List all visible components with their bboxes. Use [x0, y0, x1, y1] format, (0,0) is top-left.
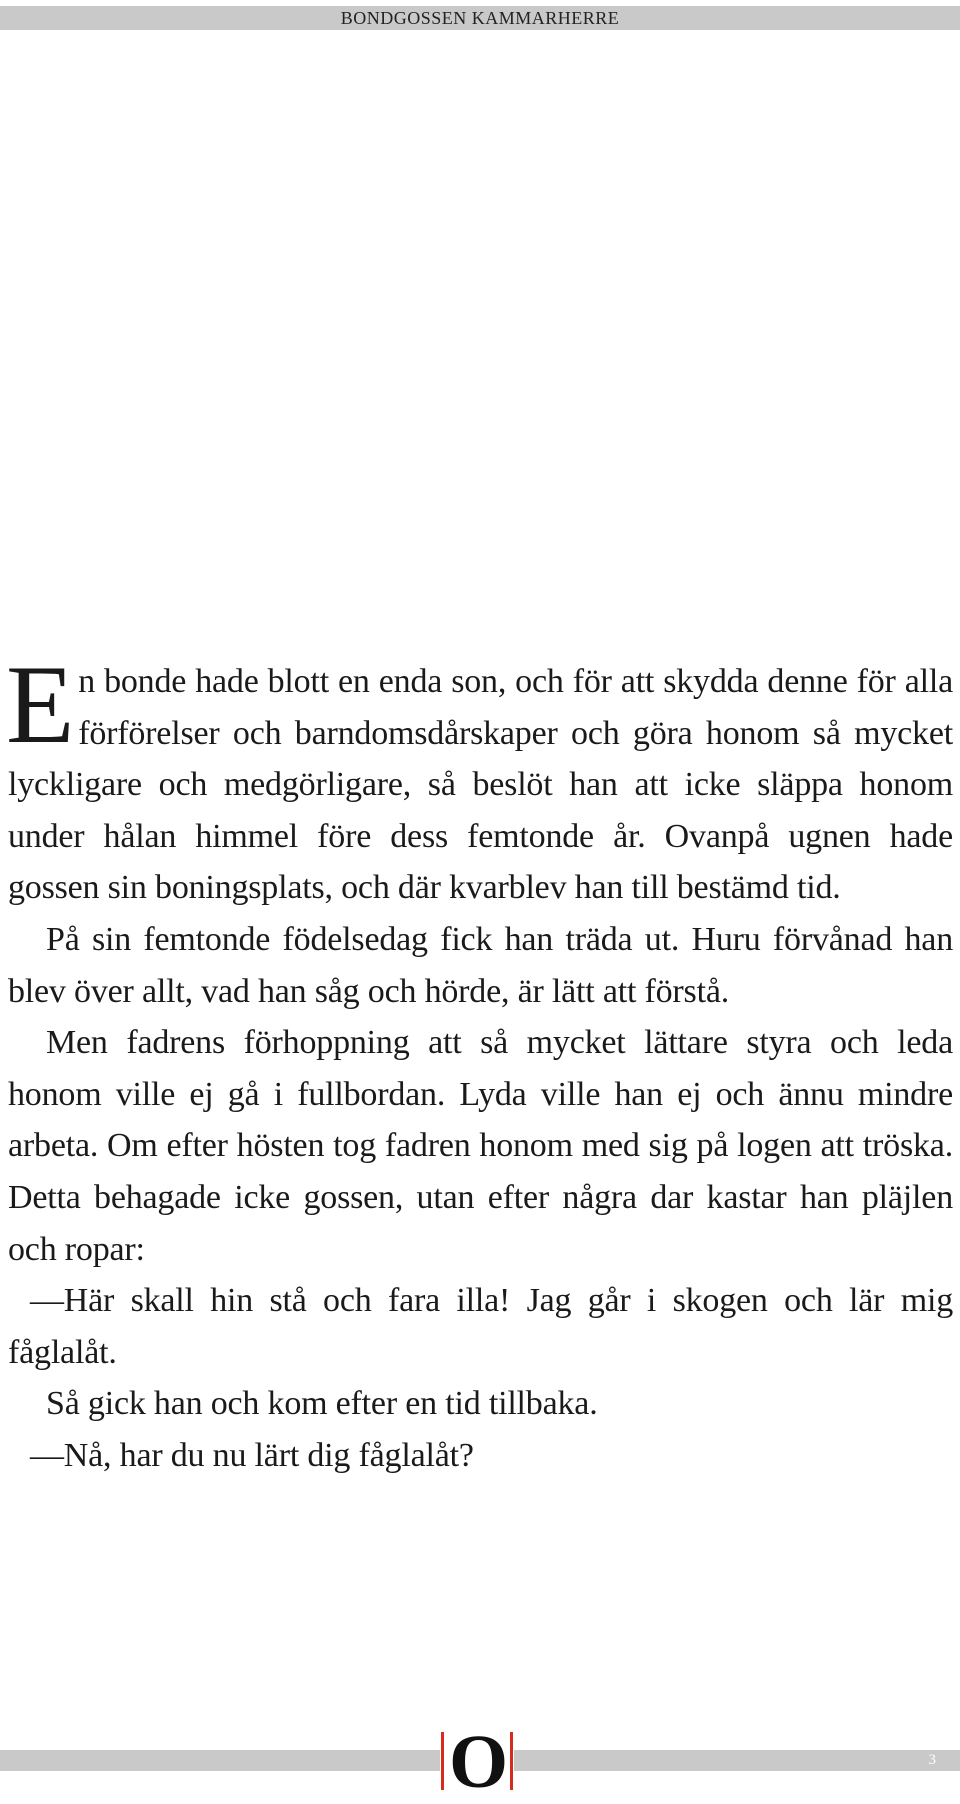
page-number: 3	[928, 1752, 936, 1768]
logo-left-stripe	[441, 1732, 444, 1790]
paragraph-3: Men fadrens förhoppning att så mycket lättare styra och leda honom ville ej gå i fullbordan. Lyda ville han ej och ännu mindre arbeta. Om efter hösten tog fadren honom med sig på logen att tröska. Detta behagade icke gossen, utan efter några dar kastar han pläjlen och ropar:	[8, 1024, 953, 1268]
paragraph-1	[6, 643, 953, 914]
running-header	[0, 6, 960, 30]
paragraph-6-dialogue: —Nå, har du nu lärt dig fåglalåt?	[30, 1436, 474, 1474]
paragraph-4-dialogue: —Här skall hin stå och fara illa! Jag går i skogen och lär mig fåglalåt.	[8, 1282, 953, 1371]
running-header-title: BONDGOSSEN KAMMARHERRE	[340, 8, 620, 28]
story-text	[6, 643, 953, 1482]
drop-cap: E	[6, 643, 75, 767]
logo-letter: O	[449, 1720, 509, 1804]
logo-right-stripe	[510, 1732, 513, 1790]
paragraph-2: På sin femtonde födelsedag fick han träda ut. Huru förvånad han blev över allt, vad han såg och hörde, är lätt att förstå.	[8, 920, 953, 1010]
paragraph-5: Så gick han och kom efter en tid tillbaka.	[46, 1385, 598, 1423]
paragraph-1-text: n bonde hade blott en enda son, och för att skydda denne för alla förförelser och barndomsdårskaper och göra honom så mycket lyckligare och medgörligare, så beslöt han att icke släppa honom under hålan himmel före dess femtonde år. Ovanpå ugnen hade gossen sin boningsplats, och där kvarblev han till bestämd tid.	[8, 663, 953, 907]
publisher-logo-icon	[440, 1720, 514, 1804]
